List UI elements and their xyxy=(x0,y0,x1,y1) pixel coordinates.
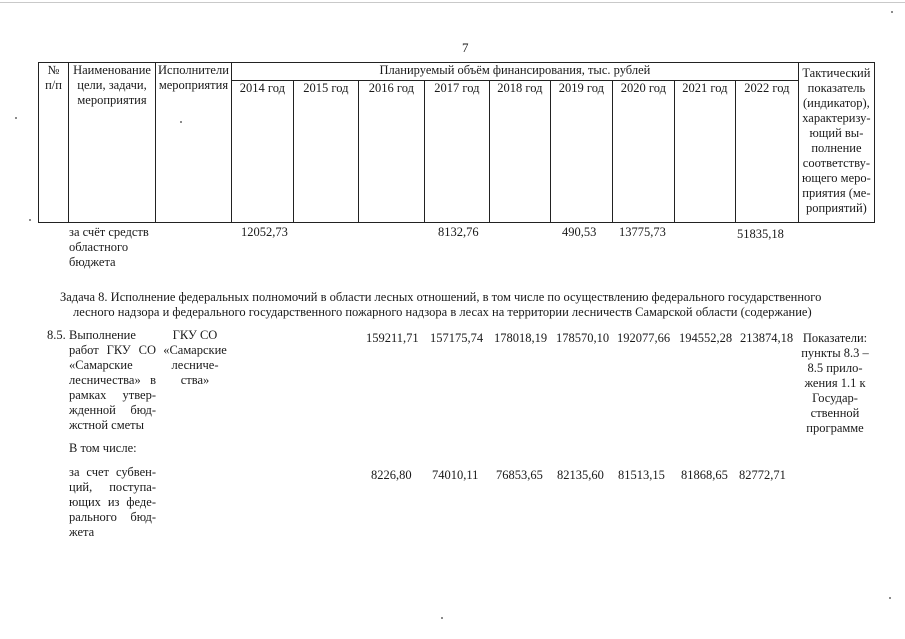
header-name: Наименование цели, задачи, мероприятия xyxy=(69,63,156,223)
scan-speck xyxy=(891,11,893,13)
header-year-2014: 2014 год xyxy=(231,81,293,223)
header-funding-group: Планируемый объём финансирования, тыс. рублей xyxy=(231,63,798,81)
header-year-2018: 2018 год xyxy=(489,81,550,223)
federal-value-2022: 82772,71 xyxy=(739,468,786,482)
regional-value-2019: 490,53 xyxy=(562,225,597,239)
item-value-2021: 194552,28 xyxy=(679,331,733,345)
item-value-2018: 178018,19 xyxy=(494,331,548,345)
item-value-2020: 192077,66 xyxy=(617,331,671,345)
top-border-line xyxy=(0,2,905,3)
regional-value-2020: 13775,73 xyxy=(619,225,666,239)
item-executor: ГКУ СО «Самарские лесниче-ства» xyxy=(163,328,227,387)
page-number: 7 xyxy=(462,40,469,55)
item-value-2016: 159211,71 xyxy=(366,331,419,345)
federal-value-2017: 74010,11 xyxy=(432,468,479,482)
header-year-2016: 2016 год xyxy=(358,81,424,223)
federal-value-2018: 76853,65 xyxy=(496,468,543,482)
federal-value-2021: 81868,65 xyxy=(681,468,728,482)
federal-value-2020: 81513,15 xyxy=(618,468,665,482)
regional-value-2014: 12052,73 xyxy=(241,225,288,239)
scan-speck xyxy=(180,121,182,123)
item-indicator: Показатели: пункты 8.3 – 8.5 прило-жения 1.1 к Государ-ственной программе xyxy=(801,331,869,435)
federal-subvention-label: за счет субвен-ций, поступа-ющих из феде-рального бюд-жета xyxy=(69,465,156,539)
item-number: 8.5. xyxy=(47,328,66,342)
item-name: Выполнение работ ГКУ СО «Самарские лесничества» в рамках утвер-жденной бюд-жстной сметы xyxy=(69,328,156,432)
item-value-2022: 213874,18 xyxy=(740,331,794,345)
header-indicator: Тактический показатель (индикатор), характеризу-ющий вы-полнение соответству-ющего меро-приятия (ме-роприятий) xyxy=(798,63,874,223)
header-number: № п/п xyxy=(39,63,69,223)
header-year-2020: 2020 год xyxy=(612,81,674,223)
regional-value-2017: 8132,76 xyxy=(438,225,479,239)
federal-value-2019: 82135,60 xyxy=(557,468,604,482)
scan-speck xyxy=(441,617,443,619)
header-year-2015: 2015 год xyxy=(293,81,358,223)
scan-speck xyxy=(15,117,17,119)
scan-speck xyxy=(889,597,891,599)
scan-speck xyxy=(29,219,31,221)
regional-budget-label: за счёт средств областного бюджета xyxy=(69,225,149,269)
including-label: В том числе: xyxy=(69,441,137,455)
item-value-2019: 178570,10 xyxy=(556,331,610,345)
header-year-2017: 2017 год xyxy=(424,81,489,223)
task-8-heading-line-2: лесного надзора и федерального государственного пожарного надзора в лесах на территории лесничеств Самарской области (содержание) xyxy=(73,305,812,319)
header-executors: Исполнители мероприятия xyxy=(156,63,232,223)
task-8-heading-line-1: Задача 8. Исполнение федеральных полномочий в области лесных отношений, в том числе по осуществлению федерального государственного xyxy=(60,290,822,304)
header-year-2021: 2021 год xyxy=(674,81,735,223)
header-year-2019: 2019 год xyxy=(550,81,612,223)
header-year-2022: 2022 год xyxy=(735,81,798,223)
item-value-2017: 157175,74 xyxy=(430,331,484,345)
federal-value-2016: 8226,80 xyxy=(371,468,412,482)
regional-value-2022: 51835,18 xyxy=(737,227,784,241)
funding-table-header xyxy=(38,62,875,223)
